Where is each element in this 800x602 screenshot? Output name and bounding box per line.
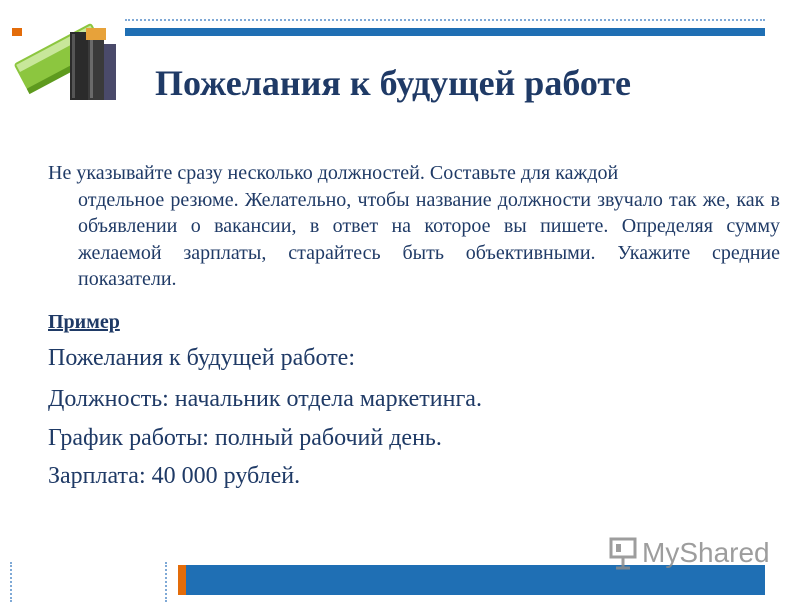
advice-paragraph: [48, 160, 780, 293]
example-link[interactable]: Пример: [48, 311, 120, 333]
books-icon: [8, 4, 123, 102]
paragraph-first-line: Не указывайте сразу несколько должностей. Составьте для каждой: [48, 162, 619, 184]
example-line-wishes: Пожелания к будущей работе:: [48, 345, 355, 371]
example-line-position: Должность: начальник отдела маркетинга.: [48, 386, 482, 412]
example-line-schedule: График работы: полный рабочий день.: [48, 425, 442, 451]
example-line-salary: Зарплата: 40 000 рублей.: [48, 463, 301, 489]
bottom-dotted-line-left: [10, 562, 12, 602]
bottom-dotted-line-right: [165, 562, 167, 602]
presentation-board-icon: [608, 536, 638, 570]
paragraph-continuation: отдельное резюме. Желательно, чтобы название должности звучало так же, как в объявлении о вакансии, в ответ на которое вы пишете. Определяя сумму желаемой зарплаты, старайтесь быть объективными. Укажите средние показатели.: [78, 188, 780, 290]
watermark-text: MyShared: [642, 537, 770, 568]
top-dotted-line: [125, 19, 765, 21]
slide-title: Пожелания к будущей работе: [155, 63, 632, 103]
top-decorative-bar: [125, 28, 765, 36]
watermark: [608, 533, 768, 573]
bottom-accent-block: [178, 565, 186, 595]
